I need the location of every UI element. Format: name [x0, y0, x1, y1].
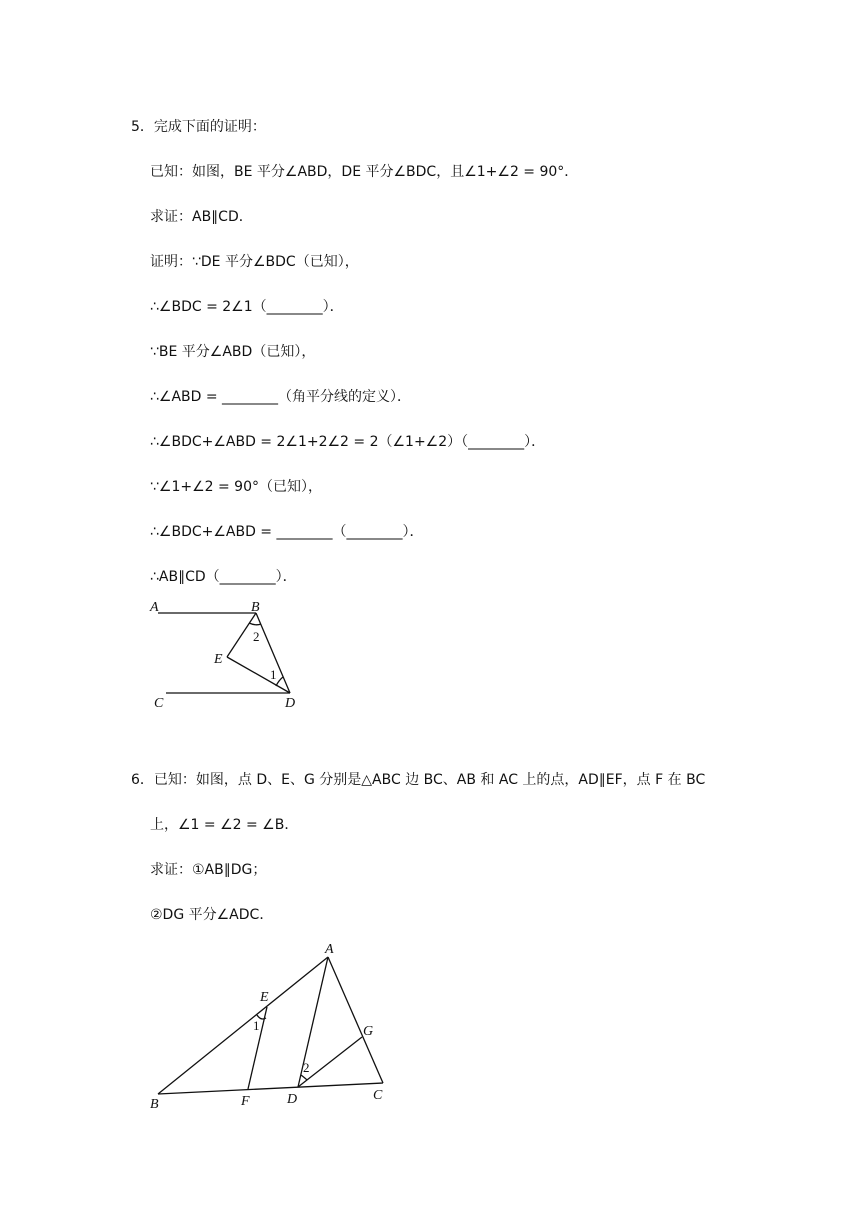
q5-title: 5．完成下面的证明： — [131, 119, 266, 135]
label-b: B — [251, 600, 260, 615]
q5-proof-line: ∴∠BDC+∠ABD = 2∠1+2∠2 = 2（∠1+∠2）（________）． — [150, 434, 546, 450]
label-e: E — [214, 652, 223, 667]
angle-2-arc — [249, 623, 261, 625]
segment-be — [227, 613, 256, 657]
q5-proof-line: ∵∠1+∠2 = 90°（已知）， — [150, 479, 322, 495]
q5-proof-line: ∴AB∥CD（________）． — [150, 569, 297, 585]
label-a: A — [325, 942, 334, 957]
label-c: C — [154, 696, 164, 711]
q6-prove-1: 求证：①AB∥DG； — [150, 862, 267, 878]
label-f: F — [241, 1094, 250, 1109]
q6-prove-2: ②DG 平分∠ADC． — [150, 907, 274, 923]
q5-figure — [140, 590, 320, 720]
label-b: B — [150, 1097, 159, 1112]
label-d: D — [285, 696, 296, 711]
q5-proof-line: 证明：∵DE 平分∠BDC（已知）， — [150, 254, 359, 270]
label-c: C — [373, 1088, 383, 1103]
angle-label-1: 1 — [253, 1018, 260, 1033]
segment-bc — [158, 1083, 383, 1094]
q6-figure — [140, 935, 400, 1120]
label-d: D — [287, 1092, 298, 1107]
label-a: A — [150, 600, 159, 615]
q6-title-cont: 上，∠1 = ∠2 = ∠B． — [150, 817, 299, 833]
q5-proof-line: ∵BE 平分∠ABD（已知）， — [150, 344, 316, 360]
angle-label-2: 2 — [253, 629, 260, 644]
q5-proof-line: ∴∠BDC+∠ABD = ________（________）． — [150, 524, 424, 540]
angle-2-arc — [301, 1075, 307, 1080]
q6-title: 6．已知：如图，点 D、E、G 分别是△ABC 边 BC、AB 和 AC 上的点，AD∥EF，点 F 在 BC — [131, 772, 706, 788]
label-g: G — [363, 1024, 374, 1039]
label-e: E — [260, 990, 269, 1005]
angle-1-arc — [276, 677, 283, 686]
q5-prove: 求证：AB∥CD． — [150, 209, 253, 225]
segment-ed — [227, 657, 290, 693]
q5-proof-line: ∴∠BDC = 2∠1（________）． — [150, 299, 344, 315]
angle-label-2: 2 — [303, 1060, 310, 1075]
q5-proof-line: ∴∠ABD = ________（角平分线的定义）． — [150, 389, 412, 405]
q5-given: 已知：如图，BE 平分∠ABD，DE 平分∠BDC，且∠1+∠2 = 90°． — [150, 164, 579, 180]
angle-label-1: 1 — [270, 667, 277, 682]
segment-ac — [328, 957, 383, 1083]
